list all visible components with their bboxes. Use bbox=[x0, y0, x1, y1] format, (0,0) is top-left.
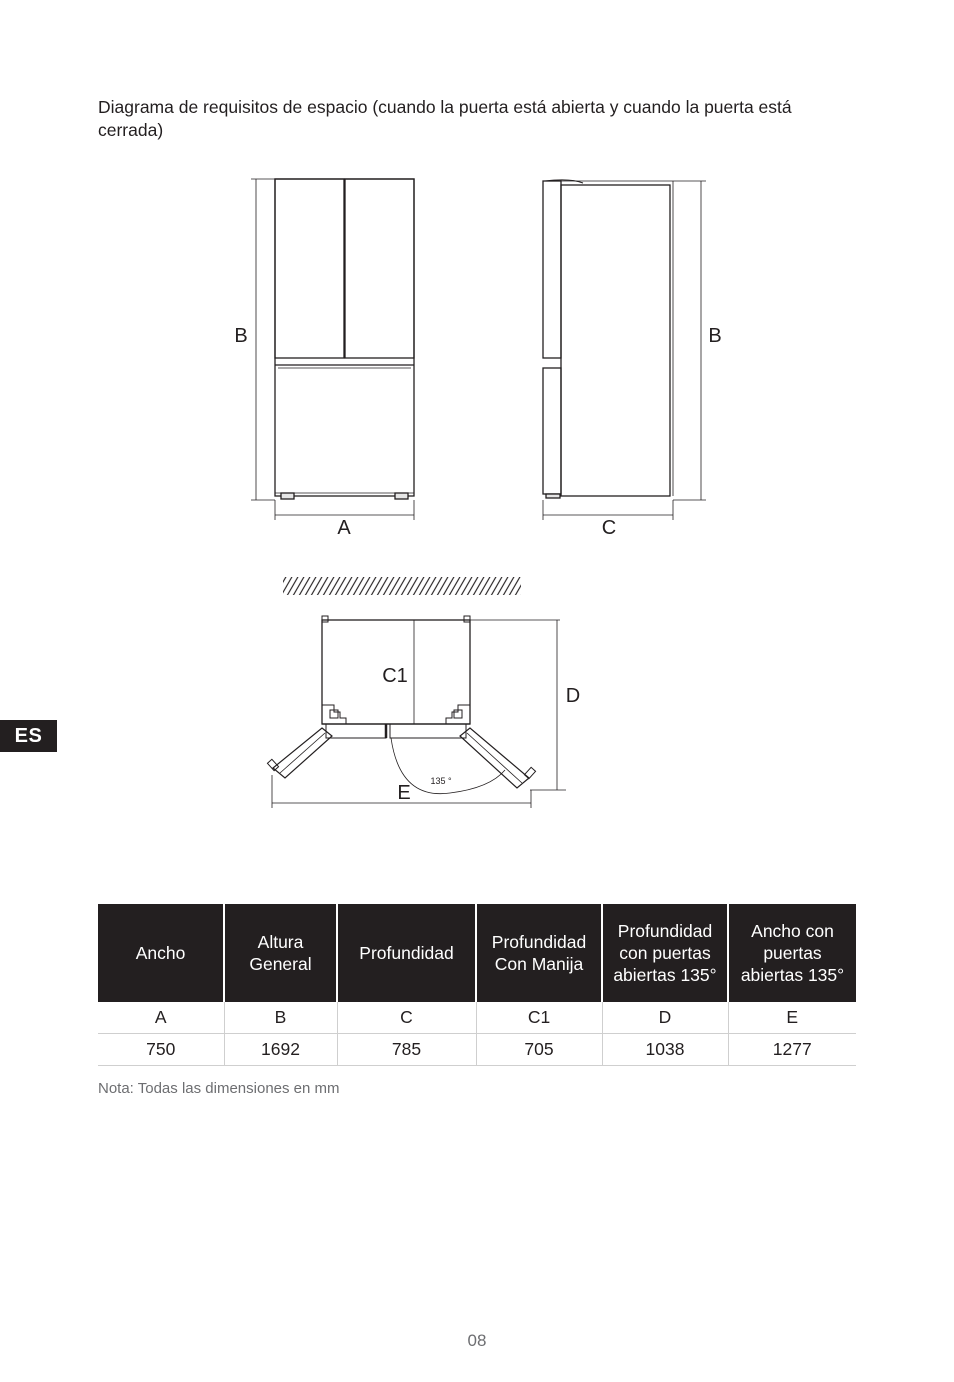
page-number: 08 bbox=[467, 1331, 487, 1350]
header-profundidad-con-manija: Profundidad Con Manija bbox=[476, 904, 602, 1002]
intro-text: Diagrama de requisitos de espacio (cuando la puerta está abierta y cuando la puerta está cerrada) bbox=[98, 97, 792, 140]
table-cell: 1038 bbox=[602, 1034, 728, 1066]
top-open-width-label: E bbox=[397, 782, 411, 804]
front-foot-left bbox=[281, 493, 294, 499]
header-altura-general: Altura General bbox=[224, 904, 337, 1002]
language-tab: ES bbox=[0, 720, 57, 752]
dimensions-note: Nota: Todas las dimensiones en mm bbox=[98, 1080, 340, 1097]
table-row bbox=[98, 1034, 856, 1066]
top-view bbox=[267, 616, 566, 808]
table-cell: C bbox=[337, 1002, 476, 1034]
side-cabinet bbox=[561, 185, 670, 496]
side-door-upper bbox=[543, 181, 561, 358]
header-profundidad-puertas-abiertas: Profundidad con puertas abiertas 135° bbox=[602, 904, 728, 1002]
table-cell: E bbox=[728, 1002, 856, 1034]
top-depth-label: C1 bbox=[382, 665, 408, 687]
table-cell: A bbox=[98, 1002, 224, 1034]
front-view bbox=[251, 179, 414, 520]
table-header-row bbox=[98, 904, 856, 1002]
table-cell: 750 bbox=[98, 1034, 224, 1066]
front-width-label: A bbox=[337, 517, 351, 539]
table-row bbox=[98, 1002, 856, 1034]
header-ancho: Ancho bbox=[98, 904, 224, 1002]
table-cell: D bbox=[602, 1002, 728, 1034]
angle-label: 135 ° bbox=[430, 776, 452, 786]
left-door bbox=[275, 179, 344, 358]
side-view bbox=[543, 180, 706, 520]
wall-hatching bbox=[283, 577, 521, 595]
table-cell: 1692 bbox=[224, 1034, 337, 1066]
table-cell: B bbox=[224, 1002, 337, 1034]
table-cell: 705 bbox=[476, 1034, 602, 1066]
top-total-depth-label: D bbox=[565, 685, 581, 707]
table-cell: 1277 bbox=[728, 1034, 856, 1066]
table-cell: 785 bbox=[337, 1034, 476, 1066]
table-cell: C1 bbox=[476, 1002, 602, 1034]
right-door bbox=[345, 179, 414, 358]
front-foot-right bbox=[395, 493, 408, 499]
header-ancho-puertas-abiertas: Ancho con puertas abiertas 135° bbox=[728, 904, 856, 1002]
side-door-lower bbox=[543, 368, 561, 494]
side-height-label: B bbox=[708, 325, 722, 347]
header-profundidad: Profundidad bbox=[337, 904, 476, 1002]
front-height-label: B bbox=[234, 325, 248, 347]
side-depth-label: C bbox=[601, 517, 617, 539]
dimensions-table bbox=[98, 904, 856, 1066]
